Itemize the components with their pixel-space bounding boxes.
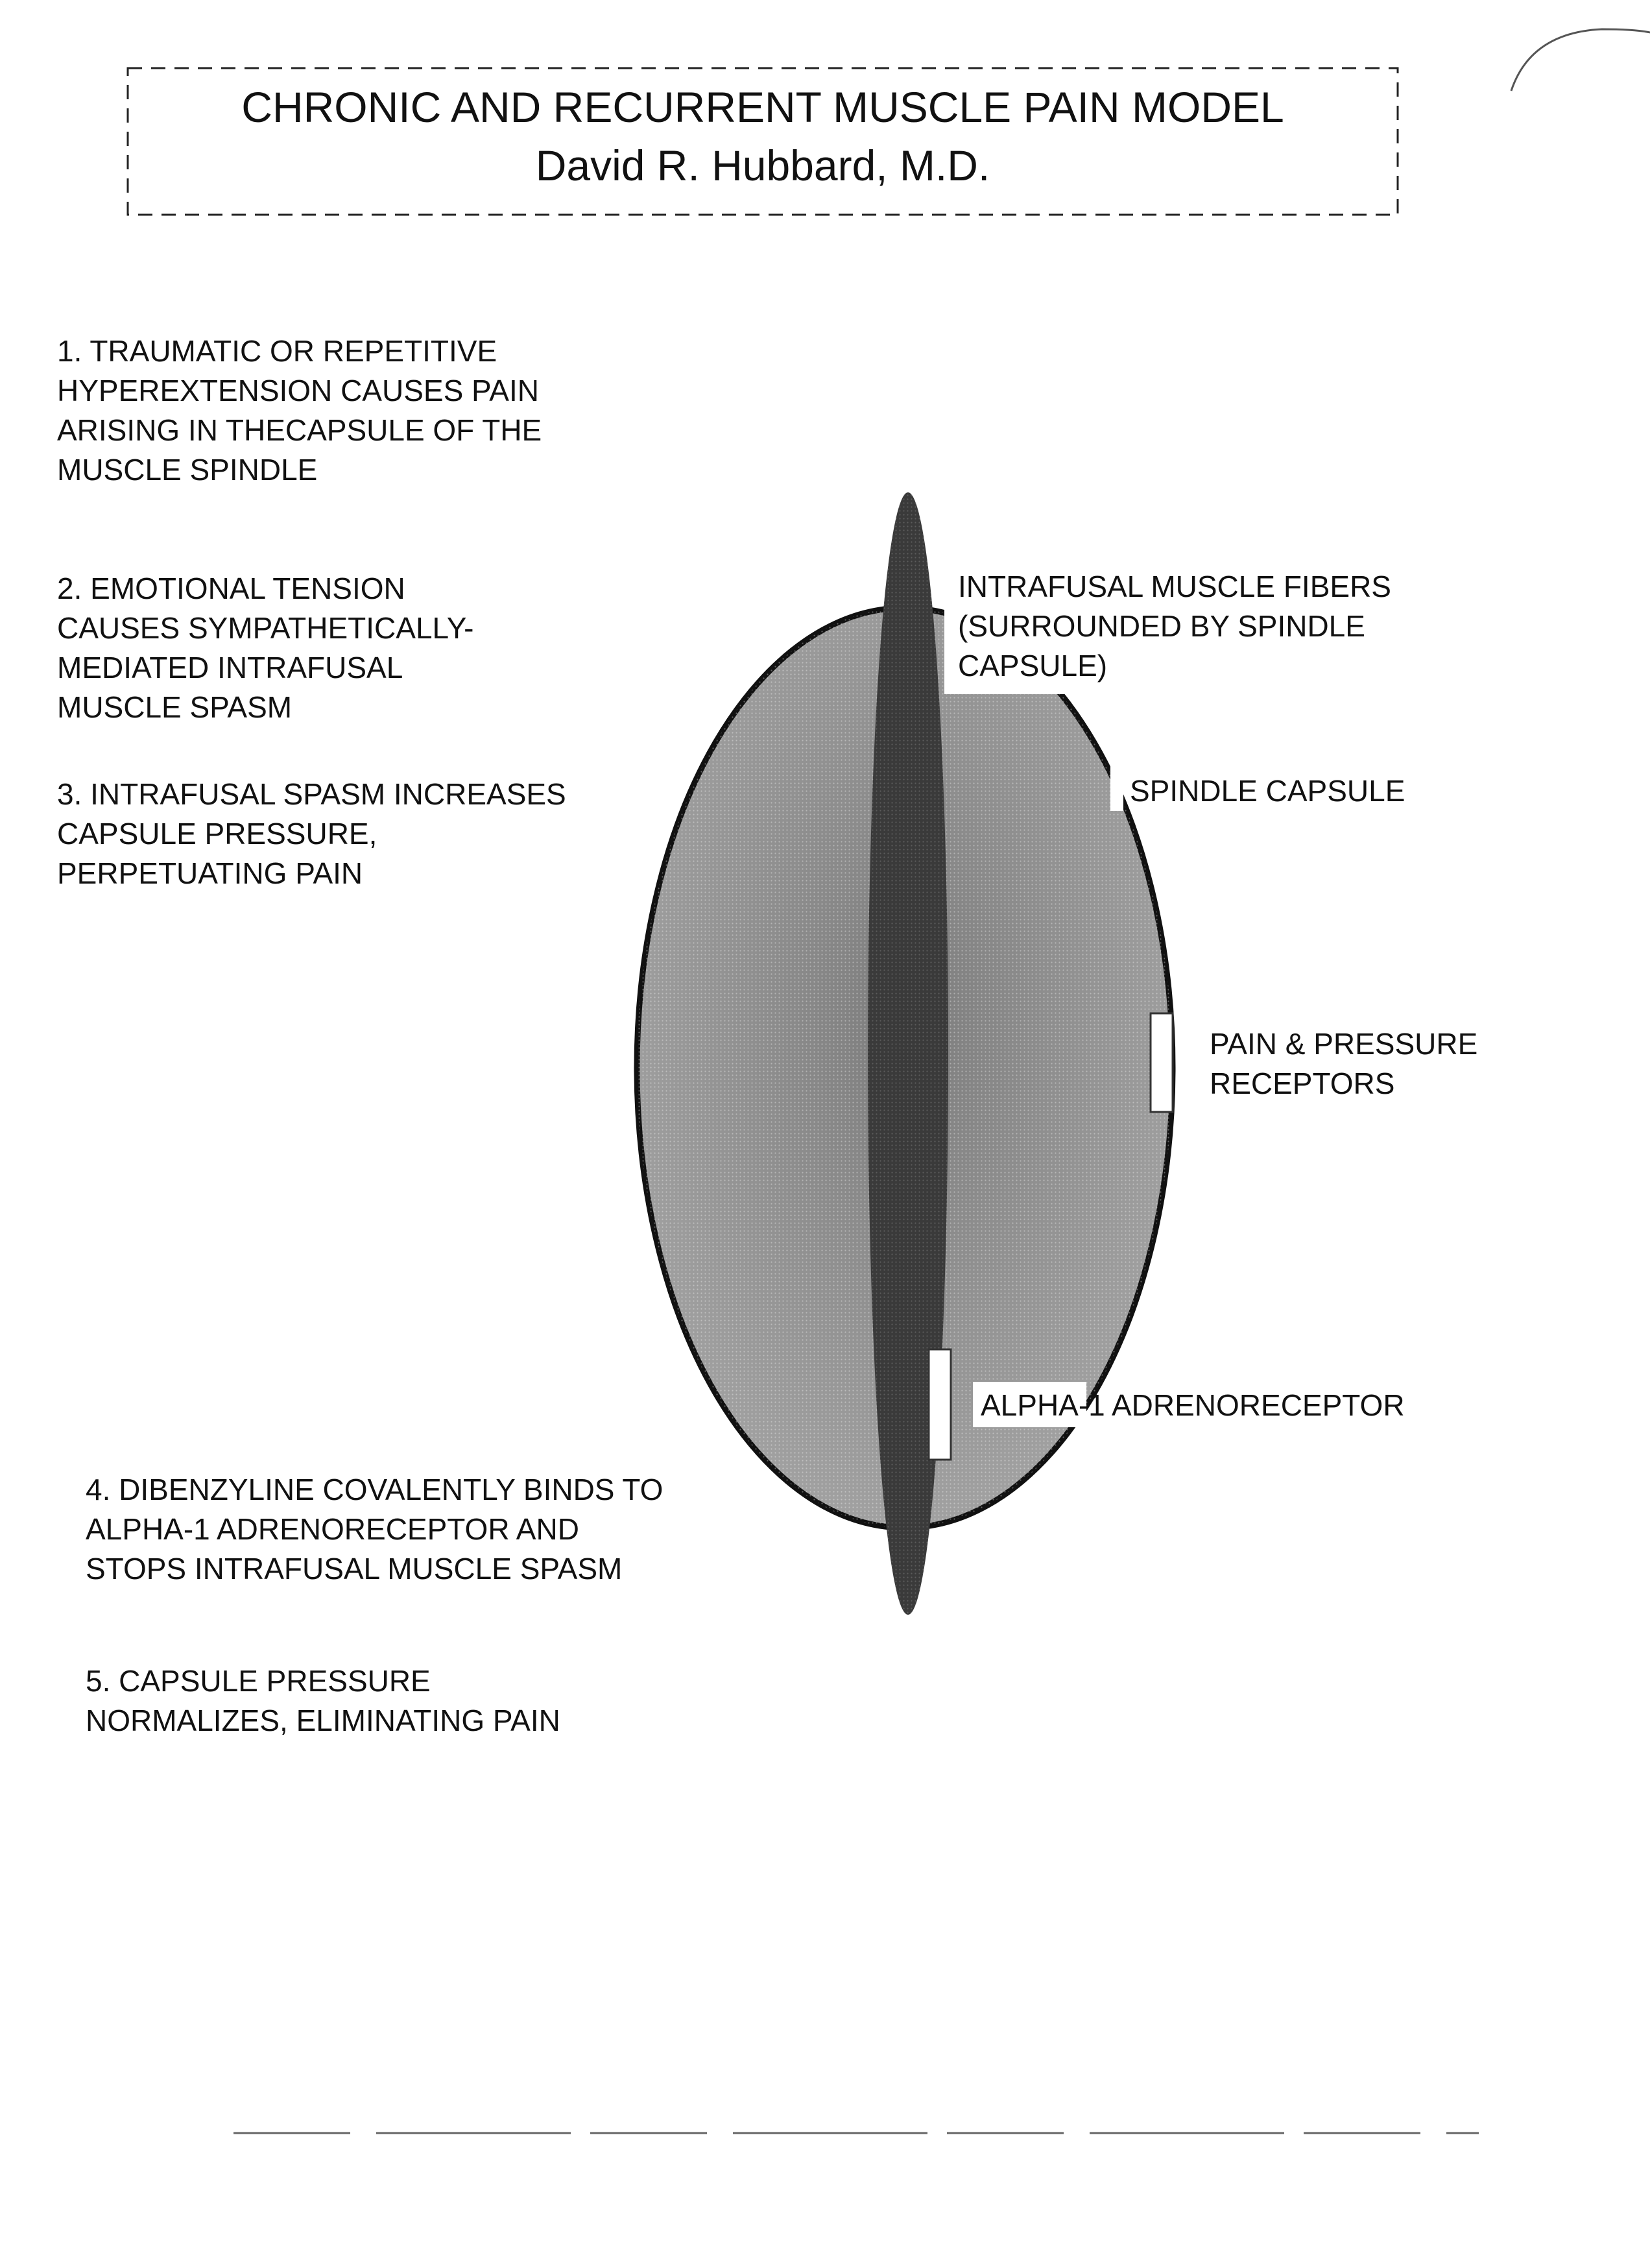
document-author: David R. Hubbard, M.D. bbox=[535, 141, 990, 189]
label-backdrop bbox=[1110, 759, 1123, 811]
step-line: 3. INTRAFUSAL SPASM INCREASES bbox=[57, 777, 566, 811]
intrafusal-label: INTRAFUSAL MUSCLE FIBERS bbox=[958, 570, 1391, 603]
pain-pressure-receptor bbox=[1151, 1013, 1173, 1112]
intrafusal-label: (SURROUNDED BY SPINDLE bbox=[958, 609, 1365, 643]
step-line: ALPHA-1 ADRENORECEPTOR AND bbox=[86, 1512, 579, 1546]
step-line: 2. EMOTIONAL TENSION bbox=[57, 572, 405, 605]
step-line: CAPSULE PRESSURE, bbox=[57, 817, 377, 850]
step-line: CAUSES SYMPATHETICALLY- bbox=[57, 611, 474, 645]
step-line: HYPEREXTENSION CAUSES PAIN bbox=[57, 374, 539, 407]
step-line: NORMALIZES, ELIMINATING PAIN bbox=[86, 1704, 560, 1737]
document-title: CHRONIC AND RECURRENT MUSCLE PAIN MODEL bbox=[241, 83, 1284, 131]
intrafusal-label: CAPSULE) bbox=[958, 649, 1108, 682]
alpha-1-adrenoreceptor bbox=[929, 1349, 951, 1460]
step-line: 1. TRAUMATIC OR REPETITIVE bbox=[57, 334, 497, 368]
step-line: STOPS INTRAFUSAL MUSCLE SPASM bbox=[86, 1552, 623, 1586]
alpha-label: ALPHA-1 ADRENORECEPTOR bbox=[981, 1388, 1405, 1422]
step-5 bbox=[86, 1664, 560, 1737]
step-4 bbox=[86, 1473, 663, 1586]
spindle-capsule-label: SPINDLE CAPSULE bbox=[1130, 774, 1405, 808]
step-3 bbox=[57, 777, 566, 890]
step-line: MUSCLE SPASM bbox=[57, 690, 293, 724]
step-line: 5. CAPSULE PRESSURE bbox=[86, 1664, 431, 1698]
step-2 bbox=[57, 572, 473, 724]
step-line: ARISING IN THECAPSULE OF THE bbox=[57, 413, 542, 447]
step-line: PERPETUATING PAIN bbox=[57, 856, 363, 890]
step-line: MEDIATED INTRAFUSAL bbox=[57, 651, 403, 684]
muscle-spindle-diagram bbox=[637, 492, 1477, 1615]
receptors-label: PAIN & PRESSURE bbox=[1210, 1027, 1478, 1061]
scan-artifact-arc bbox=[1511, 29, 1650, 91]
step-line: 4. DIBENZYLINE COVALENTLY BINDS TO bbox=[86, 1473, 664, 1506]
step-1 bbox=[57, 334, 542, 487]
receptors-label: RECEPTORS bbox=[1210, 1067, 1395, 1100]
step-line: MUSCLE SPINDLE bbox=[57, 453, 318, 487]
